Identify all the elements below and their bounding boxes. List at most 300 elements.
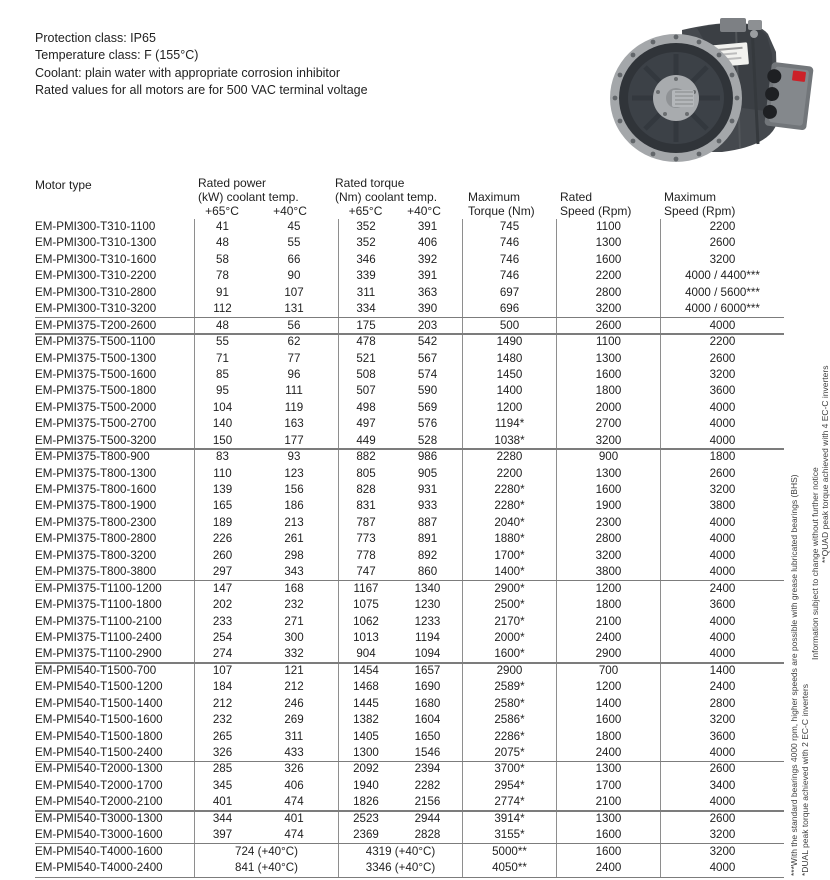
rated-torque-65-cell: 175 xyxy=(338,318,393,334)
rated-power-40-cell: 343 xyxy=(284,565,304,579)
max-torque-cell: 2900* xyxy=(462,581,556,597)
rated-torque-65-cell: 1454 xyxy=(338,663,393,679)
footnote-bearings: ***With the standard bearings 4000 rpm, higher speeds are possible with grease lubricated bearings (BHS) xyxy=(789,474,799,876)
rated-power-40-cell: 213 xyxy=(284,515,304,529)
col-torque-40: +40°C xyxy=(407,204,441,218)
rated-torque-65-cell: 2369 xyxy=(338,827,393,843)
rated-torque-65-cell: 1826 xyxy=(338,794,393,810)
rated-power-65-cell: 91 xyxy=(194,285,250,301)
motor-type-cell: EM-PMI300-T310-1600 xyxy=(35,252,157,266)
max-speed-cell: 4000 xyxy=(660,794,784,810)
rated-torque-40-cell: 390 xyxy=(417,302,438,316)
max-speed-cell: 2600 xyxy=(660,761,784,777)
max-torque-cell: 2586* xyxy=(462,712,556,728)
table-row xyxy=(35,646,784,662)
rated-speed-cell: 1600 xyxy=(556,827,660,843)
rated-torque-40-cell: 2156 xyxy=(414,795,441,809)
max-speed-cell: 4000 / 6000*** xyxy=(660,301,784,317)
rated-power-40-cell: 62 xyxy=(287,335,301,349)
rated-torque-40-cell: 1340 xyxy=(414,581,441,595)
col-torque-65: +65°C xyxy=(348,204,383,218)
rated-power-65-cell: 401 xyxy=(194,794,250,810)
motor-type-cell: EM-PMI375-T1100-1800 xyxy=(35,598,162,612)
max-torque-cell: 4050** xyxy=(462,860,556,876)
max-speed-cell: 4000 xyxy=(660,548,784,564)
table-row xyxy=(35,745,784,761)
max-torque-cell: 2280* xyxy=(462,498,556,514)
rated-torque-40-cell: 892 xyxy=(417,548,438,562)
rated-torque-65-cell: 449 xyxy=(338,433,393,449)
rated-torque-65-cell: 1300 xyxy=(338,745,393,761)
rated-speed-cell: 1900 xyxy=(556,498,660,514)
brand-logo-red xyxy=(792,70,806,82)
motor-type-cell: EM-PMI540-T2000-1300 xyxy=(35,762,163,776)
footnote-info-notice: Information subject to change without further notice xyxy=(810,467,820,660)
rated-speed-cell: 1800 xyxy=(556,383,660,399)
rated-power-40-cell: 271 xyxy=(284,614,304,628)
table-row xyxy=(35,630,784,646)
rated-torque-40-cell: 860 xyxy=(417,565,438,579)
rated-values-line: Rated values for all motors are for 500 VAC terminal voltage xyxy=(35,82,368,97)
rated-speed-cell: 2200 xyxy=(556,268,660,284)
table-row xyxy=(35,482,784,498)
rated-power-65-cell: 233 xyxy=(194,614,250,630)
rated-power-65-cell: 202 xyxy=(194,597,250,613)
table-row xyxy=(35,318,784,334)
rated-torque-40-cell: 574 xyxy=(417,367,438,381)
table-row xyxy=(35,696,784,712)
col-power-40: +40°C xyxy=(273,204,307,218)
max-torque-cell: 1880* xyxy=(462,531,556,547)
rated-power-40-cell: 90 xyxy=(287,269,301,283)
rated-power-40-cell: 401 xyxy=(284,811,304,825)
rated-power-40-cell: 123 xyxy=(284,466,304,480)
col-max-speed-line1: Maximum xyxy=(664,190,717,204)
motor-type-cell: EM-PMI375-T200-2600 xyxy=(35,318,157,332)
rated-torque-65-cell: 1167 xyxy=(338,581,393,597)
col-rated-power-title: Rated power xyxy=(198,176,267,190)
rated-speed-cell: 700 xyxy=(556,663,660,679)
max-torque-cell: 2280* xyxy=(462,482,556,498)
max-torque-cell: 745 xyxy=(462,219,556,235)
max-speed-cell: 1400 xyxy=(660,663,784,679)
rated-power-40-cell: 212 xyxy=(284,680,304,694)
rated-speed-cell: 2300 xyxy=(556,515,660,531)
rated-power-40-cell: 77 xyxy=(287,351,301,365)
rated-torque-65-cell: 1940 xyxy=(338,778,393,794)
motor-type-cell: EM-PMI540-T1500-1800 xyxy=(35,729,163,743)
rated-power-65-cell: 184 xyxy=(194,679,250,695)
motor-type-cell: EM-PMI375-T500-2700 xyxy=(35,417,157,431)
rated-torque-40-cell: 905 xyxy=(417,466,438,480)
rated-speed-cell: 1300 xyxy=(556,351,660,367)
table-row xyxy=(35,449,784,465)
col-max-torque-line1: Maximum xyxy=(468,190,521,204)
rated-speed-cell: 2600 xyxy=(556,318,660,334)
rated-speed-cell: 2800 xyxy=(556,285,660,301)
rated-speed-cell: 2900 xyxy=(556,646,660,662)
max-speed-cell: 3600 xyxy=(660,383,784,399)
rated-torque-65-cell: 1062 xyxy=(338,614,393,630)
motor-type-cell: EM-PMI375-T500-1300 xyxy=(35,351,157,365)
rated-speed-cell: 2800 xyxy=(556,531,660,547)
rated-speed-cell: 1400 xyxy=(556,696,660,712)
max-speed-cell: 4000 xyxy=(660,745,784,761)
motor-type-cell: EM-PMI300-T310-1100 xyxy=(35,220,156,233)
max-torque-cell: 2589* xyxy=(462,679,556,695)
rated-speed-cell: 1300 xyxy=(556,811,660,827)
rated-torque-65-cell: 831 xyxy=(338,498,393,514)
rated-torque-40-cell: 1194 xyxy=(415,630,440,644)
table-row xyxy=(35,860,784,876)
table-row xyxy=(35,466,784,482)
rated-power-40-cell: 332 xyxy=(284,647,304,661)
rated-power-65-cell: 41 xyxy=(194,219,250,235)
rated-torque-40-cell: 406 xyxy=(417,236,438,250)
motor-type-cell: EM-PMI540-T1500-1200 xyxy=(35,680,163,694)
max-speed-cell: 4000 / 4400*** xyxy=(660,268,784,284)
rated-speed-cell: 1200 xyxy=(556,581,660,597)
rated-power-65-cell: 344 xyxy=(194,811,250,827)
max-speed-cell: 4000 xyxy=(660,860,784,876)
rated-speed-cell: 1200 xyxy=(556,679,660,695)
motor-type-cell: EM-PMI375-T500-1800 xyxy=(35,384,157,398)
rated-speed-cell: 1600 xyxy=(556,367,660,383)
table-row xyxy=(35,498,784,514)
rated-torque-65-cell: 478 xyxy=(338,334,393,350)
rated-power-65-cell: 48 xyxy=(194,235,250,251)
max-torque-cell: 1480 xyxy=(462,351,556,367)
rated-power-65-cell: 147 xyxy=(194,581,250,597)
max-torque-cell: 3914* xyxy=(462,811,556,827)
col-rated-speed-line1: Rated xyxy=(560,190,593,204)
motor-type-cell: EM-PMI375-T800-3200 xyxy=(35,548,157,562)
max-speed-cell: 3600 xyxy=(660,729,784,745)
col-rated-power-subtitle: (kW) coolant temp. xyxy=(198,190,299,204)
table-row xyxy=(35,581,784,597)
rated-torque-65-cell: 828 xyxy=(338,482,393,498)
motor-type-cell: EM-PMI300-T310-2200 xyxy=(35,269,157,283)
rated-speed-cell: 2100 xyxy=(556,614,660,630)
rated-torque-65-cell: 778 xyxy=(338,548,393,564)
table-row xyxy=(35,367,784,383)
table-row xyxy=(35,351,784,367)
max-torque-cell: 2280 xyxy=(462,449,556,465)
table-row xyxy=(35,597,784,613)
rated-torque-65-cell: 352 xyxy=(338,219,393,235)
max-speed-cell: 3400 xyxy=(660,778,784,794)
rated-torque-40-cell: 1233 xyxy=(414,614,441,628)
motor-type-cell: EM-PMI540-T3000-1600 xyxy=(35,828,163,842)
rated-power-65-cell: 104 xyxy=(194,400,250,416)
max-speed-cell: 3200 xyxy=(660,482,784,498)
rated-torque-65-cell: 1075 xyxy=(338,597,393,613)
motor-type-cell: EM-PMI375-T800-1900 xyxy=(35,499,157,513)
max-torque-cell: 2774* xyxy=(462,794,556,810)
rated-power-40-cell: 261 xyxy=(284,532,304,546)
rated-power-65-cell: 212 xyxy=(194,696,250,712)
rated-power-65-cell: 265 xyxy=(194,729,250,745)
rated-speed-cell: 3200 xyxy=(556,301,660,317)
rated-torque-65-cell: 882 xyxy=(338,449,393,465)
rated-power-65-cell: 107 xyxy=(194,663,250,679)
rated-torque-65-cell: 2523 xyxy=(338,811,393,827)
max-speed-cell: 3200 xyxy=(660,367,784,383)
max-torque-cell: 2170* xyxy=(462,614,556,630)
max-torque-cell: 1490 xyxy=(462,334,556,350)
max-torque-cell: 1038* xyxy=(462,433,556,449)
rated-torque-40-cell: 1230 xyxy=(414,598,441,612)
rated-torque-40-cell: 542 xyxy=(417,335,438,349)
rated-power-40-cell: 121 xyxy=(284,663,304,677)
rated-power-40-cell: 45 xyxy=(287,220,301,233)
rated-torque-40-cell: 2944 xyxy=(414,811,441,825)
rated-power-40-cell: 433 xyxy=(284,746,304,759)
rated-power-40-cell: 232 xyxy=(284,598,304,612)
rated-torque-40-cell: 887 xyxy=(417,515,438,529)
max-speed-cell: 4000 xyxy=(660,564,784,580)
motor-type-cell: EM-PMI375-T1100-2900 xyxy=(35,647,162,661)
rated-torque-merged-cell: 4319 (+40°C) xyxy=(338,844,462,860)
rated-torque-40-cell: 528 xyxy=(417,433,438,447)
col-max-torque-line2: Torque (Nm) xyxy=(468,204,535,218)
table-row xyxy=(35,778,784,794)
max-torque-cell: 2200 xyxy=(462,466,556,482)
rated-torque-65-cell: 339 xyxy=(338,268,393,284)
rated-torque-40-cell: 392 xyxy=(417,252,438,266)
motor-type-cell: EM-PMI375-T500-1600 xyxy=(35,367,157,381)
rated-speed-cell: 1700 xyxy=(556,778,660,794)
footnote-dual: *DUAL peak torque achieved with 2 EC-C inverters xyxy=(800,684,810,876)
rated-power-40-cell: 168 xyxy=(284,581,304,595)
rated-speed-cell: 1100 xyxy=(556,334,660,350)
motor-type-cell: EM-PMI540-T1500-1400 xyxy=(35,696,163,710)
rated-torque-65-cell: 521 xyxy=(338,351,393,367)
rated-torque-40-cell: 1546 xyxy=(414,746,441,759)
motor-type-cell: EM-PMI375-T500-1100 xyxy=(35,335,156,349)
rated-torque-40-cell: 1604 xyxy=(414,713,441,727)
max-torque-cell: 2000* xyxy=(462,630,556,646)
max-speed-cell: 2400 xyxy=(660,581,784,597)
rated-power-40-cell: 107 xyxy=(284,285,304,299)
table-row xyxy=(35,334,784,350)
rated-speed-cell: 2400 xyxy=(556,630,660,646)
max-torque-cell: 500 xyxy=(462,318,556,334)
col-rated-torque-subtitle: (Nm) coolant temp. xyxy=(335,190,438,204)
motor-type-cell: EM-PMI540-T1500-700 xyxy=(35,663,157,677)
rated-power-40-cell: 119 xyxy=(284,400,304,414)
max-torque-cell: 1194* xyxy=(462,416,556,432)
rated-power-65-cell: 345 xyxy=(194,778,250,794)
rated-power-65-cell: 150 xyxy=(194,433,250,449)
table-row xyxy=(35,548,784,564)
motor-type-cell: EM-PMI540-T1500-2400 xyxy=(35,746,163,759)
max-speed-cell: 2600 xyxy=(660,351,784,367)
table-row xyxy=(35,235,784,251)
max-speed-cell: 4000 xyxy=(660,400,784,416)
rated-speed-cell: 1600 xyxy=(556,482,660,498)
max-torque-cell: 2580* xyxy=(462,696,556,712)
rated-power-merged-cell: 724 (+40°C) xyxy=(194,844,338,860)
rated-torque-65-cell: 747 xyxy=(338,564,393,580)
max-torque-cell: 2954* xyxy=(462,778,556,794)
rated-power-40-cell: 163 xyxy=(284,417,304,431)
footnote-quad: **QUAD peak torque achieved with 4 EC-C inverters xyxy=(820,365,830,563)
rated-power-65-cell: 55 xyxy=(194,334,250,350)
rated-speed-cell: 3200 xyxy=(556,548,660,564)
max-speed-cell: 4000 xyxy=(660,531,784,547)
table-row xyxy=(35,761,784,777)
rated-torque-40-cell: 2828 xyxy=(414,828,441,842)
max-speed-cell: 3200 xyxy=(660,844,784,860)
col-motor-type: Motor type xyxy=(35,178,92,192)
rated-torque-65-cell: 904 xyxy=(338,646,393,662)
max-speed-cell: 1800 xyxy=(660,449,784,465)
rated-power-merged-cell: 841 (+40°C) xyxy=(194,860,338,876)
max-speed-cell: 2200 xyxy=(660,219,784,235)
rated-power-40-cell: 93 xyxy=(287,450,301,464)
max-torque-cell: 1400* xyxy=(462,564,556,580)
table-row xyxy=(35,285,784,301)
max-speed-cell: 4000 xyxy=(660,515,784,531)
rated-power-65-cell: 58 xyxy=(194,252,250,268)
max-speed-cell: 4000 xyxy=(660,614,784,630)
rated-power-40-cell: 96 xyxy=(287,367,301,381)
max-speed-cell: 4000 / 5600*** xyxy=(660,285,784,301)
rated-power-65-cell: 139 xyxy=(194,482,250,498)
rated-torque-65-cell: 787 xyxy=(338,515,393,531)
table-row xyxy=(35,844,784,860)
rated-power-40-cell: 55 xyxy=(287,236,301,250)
rated-speed-cell: 2400 xyxy=(556,745,660,761)
rated-power-65-cell: 71 xyxy=(194,351,250,367)
rated-power-40-cell: 406 xyxy=(284,778,304,792)
rated-power-65-cell: 397 xyxy=(194,827,250,843)
table-row xyxy=(35,383,784,399)
rated-power-40-cell: 311 xyxy=(284,729,304,743)
motor-type-cell: EM-PMI540-T4000-1600 xyxy=(35,844,163,858)
rated-torque-40-cell: 986 xyxy=(417,450,438,464)
motor-type-cell: EM-PMI375-T800-2300 xyxy=(35,515,157,529)
rated-power-40-cell: 269 xyxy=(284,713,304,727)
max-torque-cell: 1450 xyxy=(462,367,556,383)
max-torque-cell: 746 xyxy=(462,252,556,268)
rated-speed-cell: 2400 xyxy=(556,860,660,876)
col-rated-speed-line2: Speed (Rpm) xyxy=(560,204,632,218)
rated-power-40-cell: 326 xyxy=(284,762,304,776)
max-speed-cell: 4000 xyxy=(660,646,784,662)
max-torque-cell: 5000** xyxy=(462,844,556,860)
max-speed-cell: 3200 xyxy=(660,712,784,728)
table-row xyxy=(35,515,784,531)
table-row xyxy=(35,729,784,745)
rated-power-65-cell: 274 xyxy=(194,646,250,662)
temperature-class-line: Temperature class: F (155°C) xyxy=(35,48,199,63)
rated-power-65-cell: 297 xyxy=(194,564,250,580)
motor-type-cell: EM-PMI300-T310-1300 xyxy=(35,236,157,250)
rated-speed-cell: 1800 xyxy=(556,729,660,745)
max-speed-cell: 3800 xyxy=(660,498,784,514)
rated-power-40-cell: 156 xyxy=(284,483,304,496)
motor-type-cell: EM-PMI540-T4000-2400 xyxy=(35,861,163,875)
rated-torque-65-cell: 1382 xyxy=(338,712,393,728)
motor-type-cell: EM-PMI540-T3000-1300 xyxy=(35,811,163,825)
rated-torque-40-cell: 1094 xyxy=(414,647,441,661)
rated-torque-65-cell: 773 xyxy=(338,531,393,547)
rated-power-40-cell: 298 xyxy=(284,548,304,562)
table-row xyxy=(35,400,784,416)
table-header xyxy=(35,176,784,219)
table-row xyxy=(35,663,784,679)
rated-torque-40-cell: 569 xyxy=(417,400,438,414)
rated-power-65-cell: 326 xyxy=(194,745,250,761)
rated-speed-cell: 2700 xyxy=(556,416,660,432)
motor-type-cell: EM-PMI375-T500-2000 xyxy=(35,400,157,414)
table-row xyxy=(35,433,784,449)
rated-torque-40-cell: 933 xyxy=(417,499,438,513)
rated-speed-cell: 1100 xyxy=(556,219,660,235)
rated-torque-40-cell: 1657 xyxy=(414,663,441,677)
max-torque-cell: 746 xyxy=(462,268,556,284)
rated-speed-cell: 1600 xyxy=(556,844,660,860)
max-speed-cell: 2600 xyxy=(660,466,784,482)
max-speed-cell: 2600 xyxy=(660,811,784,827)
max-torque-cell: 3155* xyxy=(462,827,556,843)
table-row xyxy=(35,679,784,695)
rated-power-40-cell: 66 xyxy=(287,252,301,266)
max-torque-cell: 2500* xyxy=(462,597,556,613)
rated-torque-40-cell: 391 xyxy=(417,220,438,233)
rated-speed-cell: 2100 xyxy=(556,794,660,810)
rated-torque-65-cell: 497 xyxy=(338,416,393,432)
max-torque-cell: 1600* xyxy=(462,646,556,662)
rated-torque-40-cell: 891 xyxy=(417,532,438,546)
motor-type-cell: EM-PMI375-T800-1300 xyxy=(35,466,157,480)
rated-power-40-cell: 186 xyxy=(284,499,304,513)
rated-power-65-cell: 95 xyxy=(194,383,250,399)
max-torque-cell: 2075* xyxy=(462,745,556,761)
rated-torque-40-cell: 567 xyxy=(417,351,438,365)
max-torque-cell: 746 xyxy=(462,235,556,251)
rated-torque-65-cell: 334 xyxy=(338,301,393,317)
motor-photo xyxy=(602,12,817,172)
rated-power-40-cell: 177 xyxy=(284,433,304,447)
rated-power-65-cell: 140 xyxy=(194,416,250,432)
table-row xyxy=(35,827,784,843)
rated-speed-cell: 3200 xyxy=(556,433,660,449)
motor-type-cell: EM-PMI375-T500-3200 xyxy=(35,433,157,447)
motor-type-cell: EM-PMI540-T1500-1600 xyxy=(35,713,163,727)
max-speed-cell: 4000 xyxy=(660,433,784,449)
rated-power-40-cell: 474 xyxy=(284,795,304,809)
rated-torque-65-cell: 352 xyxy=(338,235,393,251)
rated-power-65-cell: 189 xyxy=(194,515,250,531)
max-torque-cell: 3700* xyxy=(462,761,556,777)
rated-power-65-cell: 85 xyxy=(194,367,250,383)
rated-torque-40-cell: 576 xyxy=(417,417,438,431)
table-row xyxy=(35,301,784,317)
max-torque-cell: 1700* xyxy=(462,548,556,564)
max-speed-cell: 4000 xyxy=(660,416,784,432)
rated-speed-cell: 1600 xyxy=(556,252,660,268)
rated-torque-40-cell: 391 xyxy=(417,269,438,283)
max-speed-cell: 2600 xyxy=(660,235,784,251)
rated-torque-40-cell: 2394 xyxy=(414,762,441,776)
max-torque-cell: 1400 xyxy=(462,383,556,399)
motor-photo-illustration xyxy=(602,12,817,172)
coolant-line: Coolant: plain water with appropriate corrosion inhibitor xyxy=(35,65,341,80)
rated-power-40-cell: 56 xyxy=(287,318,301,332)
